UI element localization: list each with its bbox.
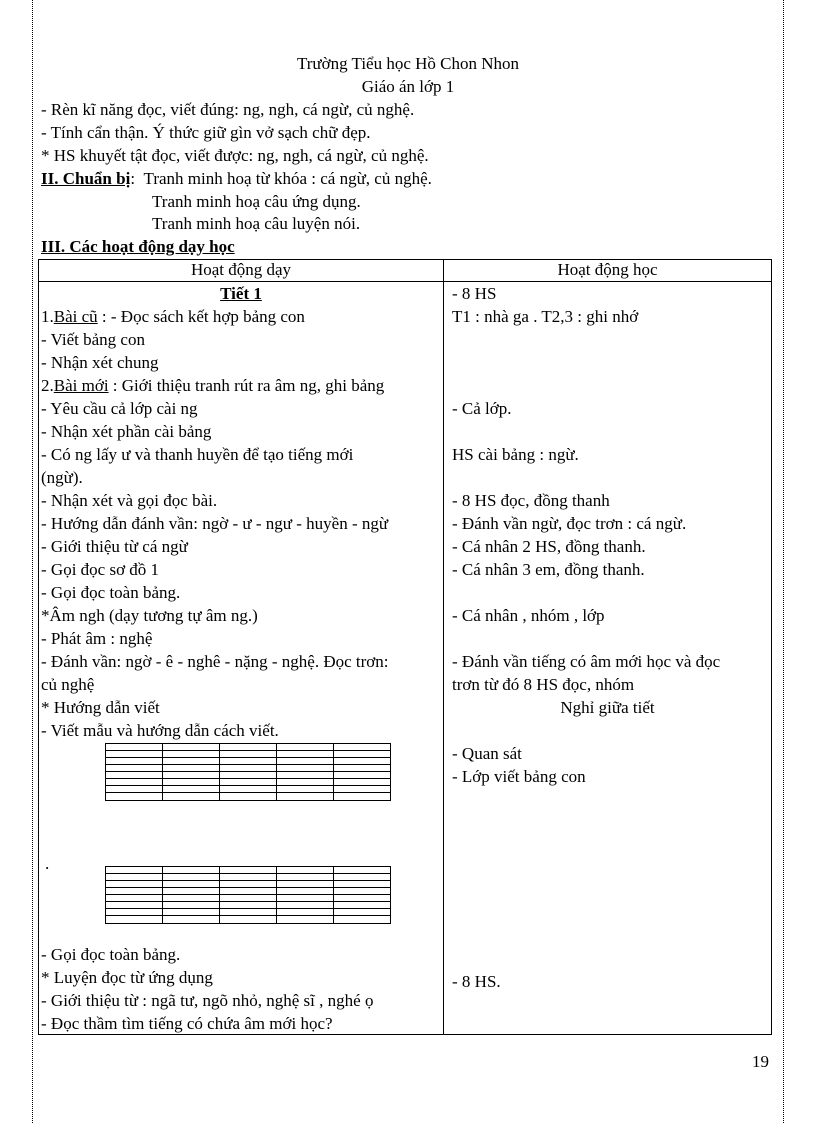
student-line-4: HS cài bảng : ngừ.: [452, 445, 579, 464]
teacher-line-13: - Gọi đọc toàn bảng.: [41, 583, 181, 602]
teacher-line-20: - Gọi đọc toàn bảng.: [41, 945, 181, 964]
table-body-row: [39, 282, 772, 1035]
school-name: Trường Tiểu học Hồ Chon Nhon: [296, 54, 520, 73]
teacher-column: [39, 282, 444, 1035]
teacher-line-12: - Gọi đọc sơ đồ 1: [41, 560, 160, 579]
teacher-line-3: - Nhận xét chung: [41, 353, 159, 372]
lesson-table: [38, 259, 772, 1035]
teacher-line-10: - Hướng dẫn đánh vần: ngờ - ư - ngư - huyền - ngừ: [41, 514, 389, 533]
teacher-line-11: - Giới thiệu từ cá ngừ: [41, 537, 188, 556]
student-column: [444, 282, 772, 1035]
objective-1: - Rèn kĩ năng đọc, viết đúng: ng, ngh, cá ngừ, củ nghệ.: [41, 100, 415, 119]
student-line-14: - Lớp viết bảng con: [452, 767, 586, 786]
teacher-line-5: - Yêu cầu cả lớp cài ng: [41, 399, 198, 418]
teacher-line-17: củ nghệ: [41, 675, 95, 694]
activities-heading: III. Các hoạt động dạy học: [41, 237, 235, 256]
teacher-line-23: - Đọc thầm tìm tiếng có chứa âm mới học?: [41, 1014, 333, 1033]
teacher-line-2: - Viết bảng con: [41, 330, 145, 349]
teacher-line-4: 2.Bài mới : Giới thiệu tranh rút ra âm ng, ghi bảng: [41, 376, 385, 395]
lesson-subtitle: Giáo án lớp 1: [361, 77, 455, 96]
teacher-line-16: - Đánh vần: ngờ - ê - nghê - nặng - nghệ. Đọc trơn:: [41, 652, 389, 671]
student-line-8: - Cá nhân 3 em, đồng thanh.: [452, 560, 645, 579]
student-line-2: T1 : nhà ga . T2,3 : ghi nhớ: [452, 307, 639, 326]
prep-item-1: Tranh minh hoạ từ khóa : cá ngừ, củ nghệ.: [143, 169, 432, 188]
left-margin-line: [32, 0, 33, 1123]
col-student-header: Hoạt động học: [444, 260, 772, 282]
student-line-1: - 8 HS: [452, 284, 497, 303]
writing-grid-2: [105, 866, 391, 924]
writing-grid-1: [105, 743, 391, 801]
period-title: Tiết 1: [220, 284, 262, 303]
student-line-9: - Cá nhân , nhóm , lớp: [452, 606, 605, 625]
stray-dot: .: [45, 854, 50, 873]
teacher-line-6: - Nhận xét phần cài bảng: [41, 422, 212, 441]
teacher-line-22: - Giới thiệu từ : ngã tư, ngõ nhỏ, nghệ sĩ , nghé ọ: [41, 991, 374, 1010]
col-teacher-header: Hoạt động dạy: [39, 260, 444, 282]
teacher-line-18: * Hướng dẫn viết: [41, 698, 160, 717]
break-note: Nghỉ giữa tiết: [560, 698, 655, 717]
prep-colon: :: [130, 169, 136, 188]
teacher-line-15: - Phát âm : nghệ: [41, 629, 153, 648]
teacher-line-14: *Âm ngh (dạy tương tự âm ng.): [41, 606, 258, 625]
teacher-line-7: - Có ng lấy ư và thanh huyền để tạo tiếng mới: [41, 445, 354, 464]
right-margin-line: [783, 0, 784, 1123]
objective-2: - Tính cẩn thận. Ý thức giữ gìn vở sạch chữ đẹp.: [41, 123, 371, 142]
teacher-line-19: - Viết mẫu và hướng dẫn cách viết.: [41, 721, 279, 740]
page-number: 19: [752, 1052, 769, 1071]
prep-line-1: [41, 169, 432, 189]
teacher-line-21: * Luyện đọc từ ứng dụng: [41, 968, 213, 987]
student-line-3: - Cả lớp.: [452, 399, 512, 418]
student-line-6: - Đánh vần ngừ, đọc trơn : cá ngừ.: [452, 514, 687, 533]
student-line-10: - Đánh vần tiếng có âm mới học và đọc: [452, 652, 721, 671]
student-line-7: - Cá nhân 2 HS, đồng thanh.: [452, 537, 646, 556]
student-line-11: trơn từ đó 8 HS đọc, nhóm: [452, 675, 635, 694]
prep-item-2: Tranh minh hoạ câu ứng dụng.: [152, 192, 361, 211]
teacher-line-9: - Nhận xét và gọi đọc bài.: [41, 491, 218, 510]
student-line-13: - Quan sát: [452, 744, 522, 763]
table-header-row: [39, 260, 772, 282]
objective-3: * HS khuyết tật đọc, viết được: ng, ngh, cá ngừ, củ nghệ.: [41, 146, 429, 165]
prep-item-3: Tranh minh hoạ câu luyện nói.: [152, 214, 361, 233]
teacher-line-1: 1.Bài cũ : - Đọc sách kết hợp bảng con: [41, 307, 305, 326]
prep-heading: II. Chuẩn bị: [41, 169, 131, 188]
student-line-15: - 8 HS.: [452, 972, 501, 991]
student-line-5: - 8 HS đọc, đồng thanh: [452, 491, 610, 510]
teacher-line-8: (ngừ).: [41, 468, 83, 487]
